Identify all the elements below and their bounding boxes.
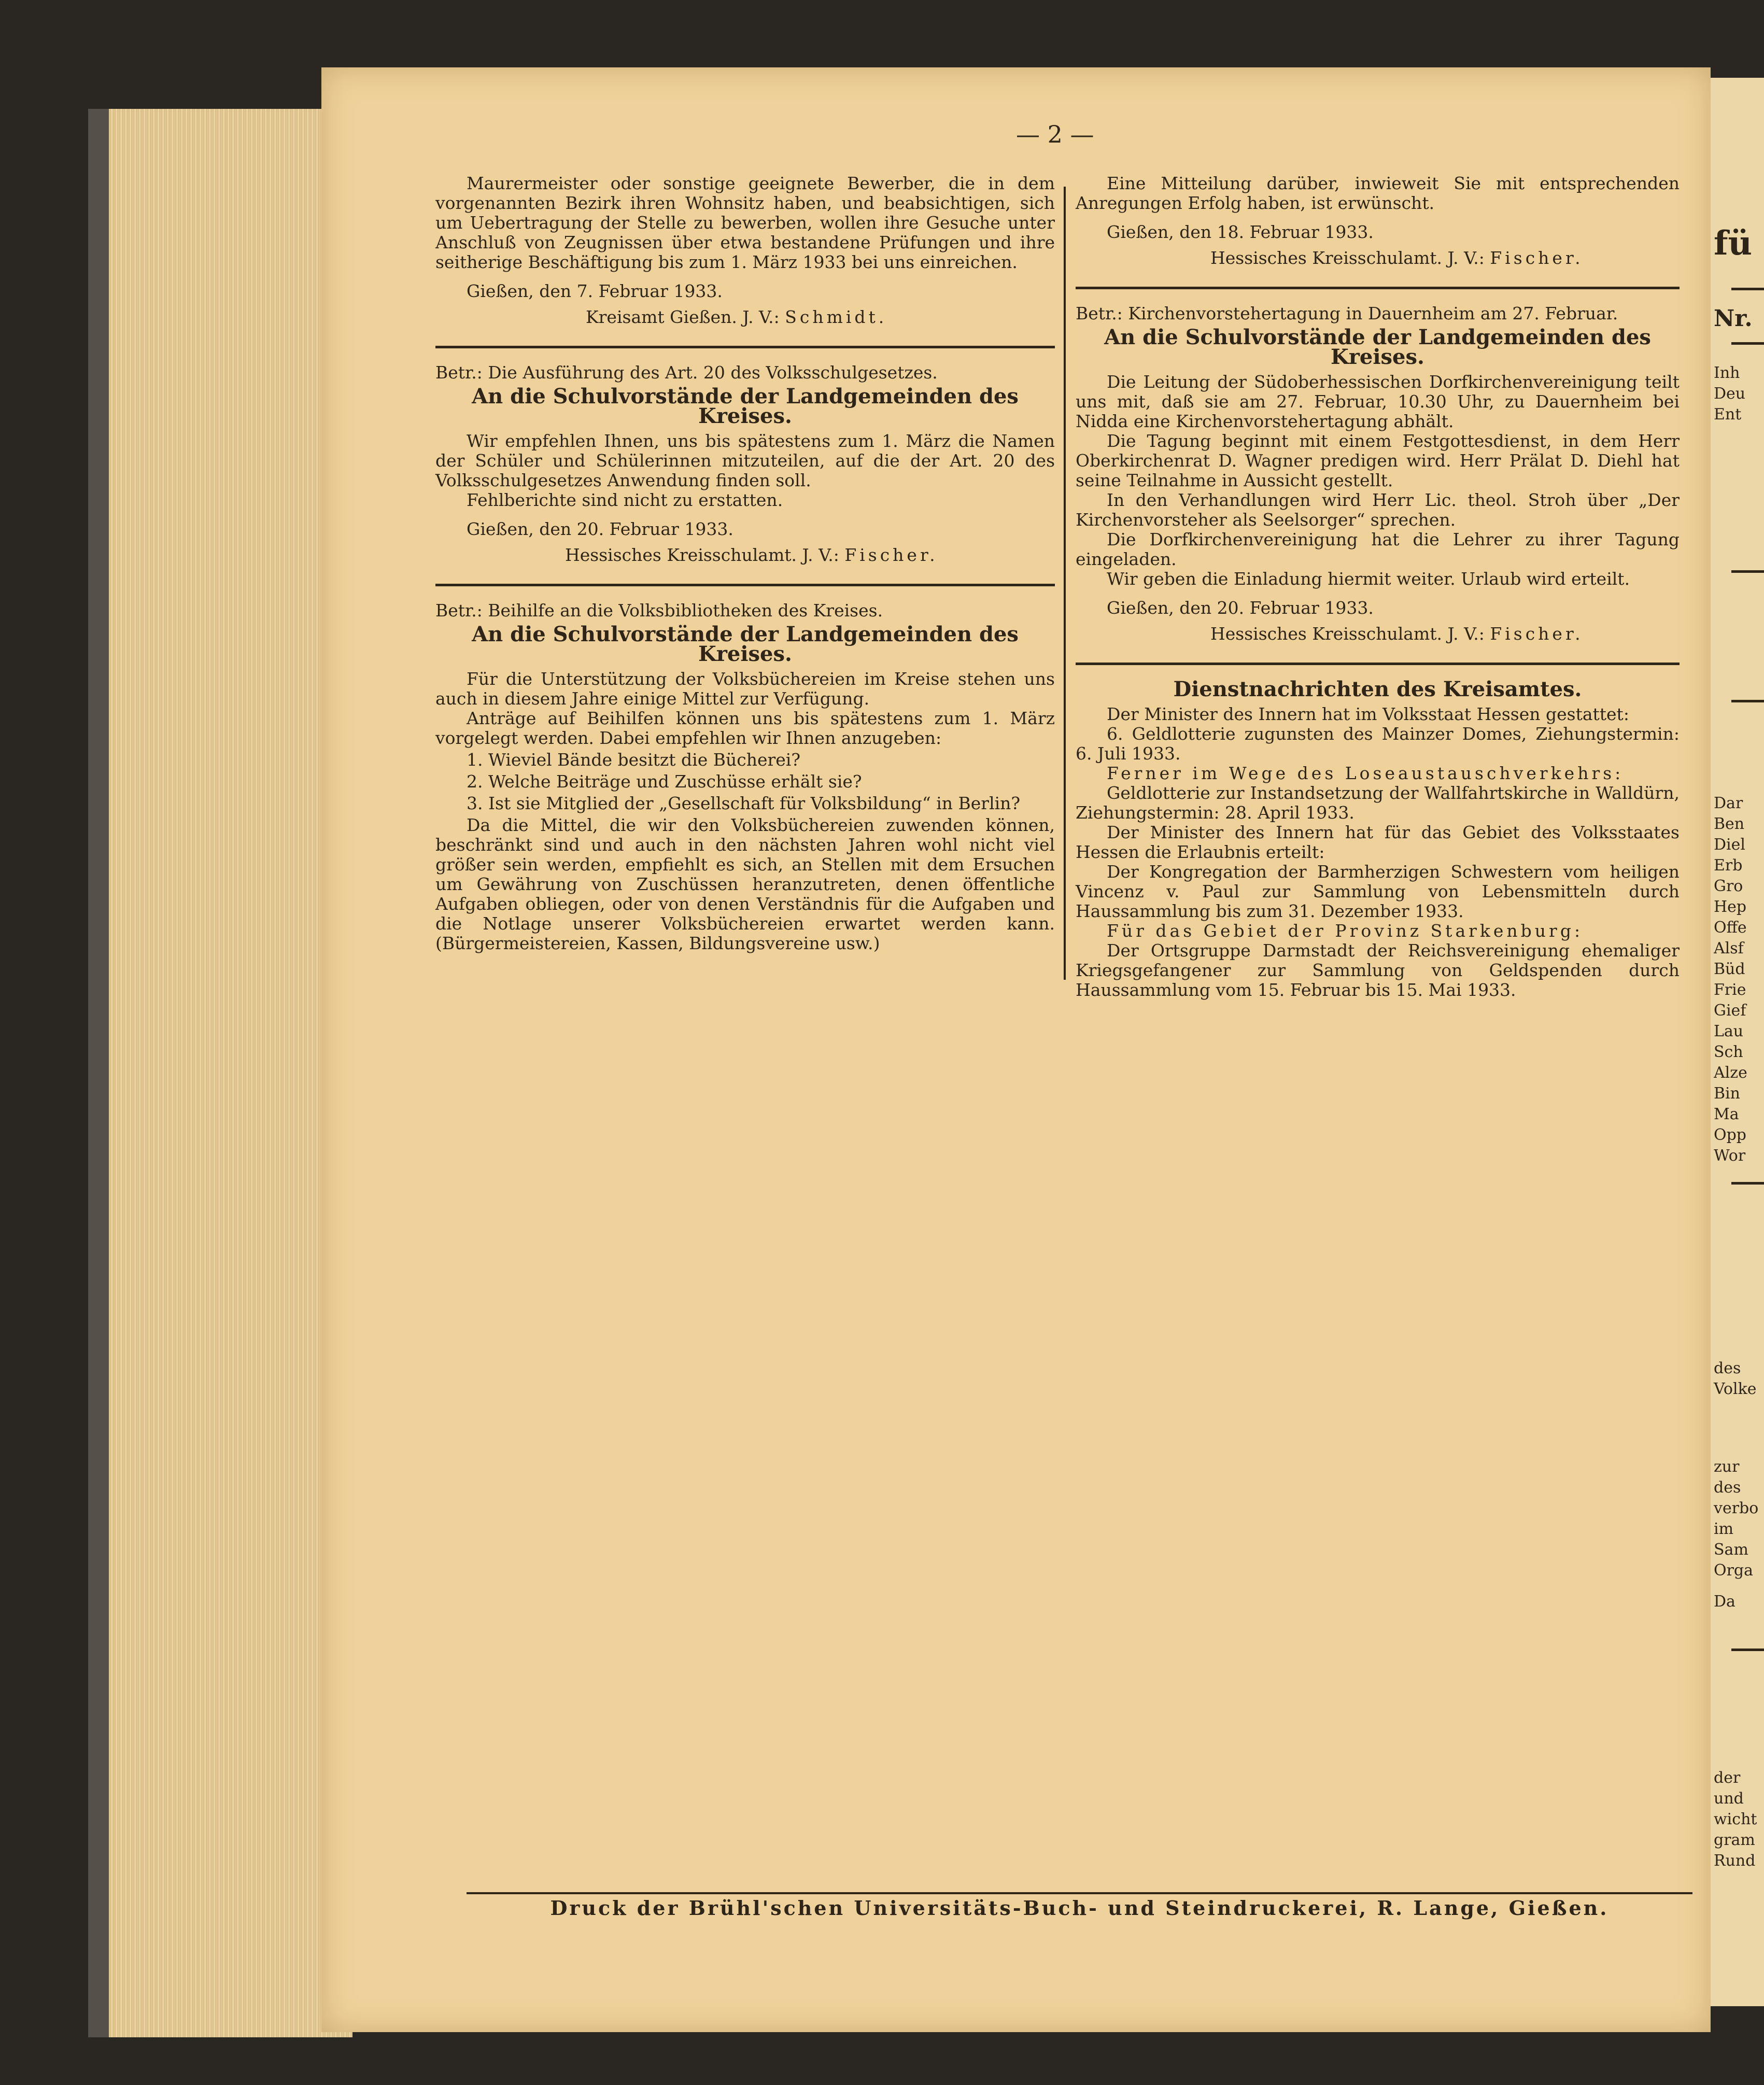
- next-page-fragment: Volke: [1714, 1380, 1757, 1398]
- next-page-fragment: der: [1714, 1769, 1741, 1787]
- intro-signer: Schmidt.: [785, 307, 887, 327]
- next-page-fragment: Dar: [1714, 794, 1743, 812]
- notice2-subject: Betr.: Beihilfe an die Volksbibliotheken des Kreises.: [435, 600, 883, 621]
- notice1-subject: Betr.: Die Ausführung des Art. 20 des Volksschulgesetzes.: [435, 362, 938, 383]
- next-page-fragment: Erb: [1714, 856, 1743, 875]
- next-page-fragment: Inh: [1714, 364, 1740, 382]
- next-page-fragment: Sam: [1714, 1541, 1748, 1559]
- notice1-paragraph: Fehlberichte sind nicht zu erstatten.: [467, 490, 783, 510]
- next-page-fragment: Bin: [1714, 1084, 1740, 1103]
- notice3-paragraph: In den Verhandlungen wird Herr Lic. theol. Stroh über „Der Kirchenvorsteher als Seelsorger“ sprechen.: [1076, 490, 1680, 530]
- footer-rule: [467, 1892, 1692, 1894]
- notice1-paragraph: Wir empfehlen Ihnen, uns bis spätestens zum 1. März die Namen der Schüler und Schülerinnen mitzuteilen, auf die der Art. 20 des Volksschulgesetzes Anwendung finden soll.: [435, 431, 1055, 490]
- right-intro-signature: [1076, 248, 1680, 268]
- notice1-signature: [435, 545, 1055, 565]
- notice3-office: Hessisches Kreisschulamt. J. V.:: [1210, 624, 1485, 644]
- printer-imprint: Druck der Brühl'schen Universitäts-Buch- und Steindruckerei, R. Lange, Gießen.: [550, 1896, 1609, 1920]
- next-page-fragment: Hep: [1714, 898, 1747, 916]
- next-page-rule: [1731, 1182, 1764, 1185]
- dienst-paragraph: Der Kongregation der Barmherzigen Schwestern vom heiligen Vincenz v. Paul zur Sammlung von Lebensmitteln durch Haussammlung bis zum 31. Dezember 1933.: [1076, 862, 1680, 921]
- next-page-fragment: Diel: [1714, 836, 1745, 854]
- next-page-fragment: verbo: [1714, 1499, 1759, 1517]
- right-column: [1076, 174, 1680, 1000]
- dienst-paragraph: 6. Geldlotterie zugunsten des Mainzer Domes, Ziehungstermin: 6. Juli 1933.: [1076, 724, 1680, 764]
- dienst-headline: Dienstnachrichten des Kreisamtes.: [1173, 677, 1582, 701]
- next-page-fragment: im: [1714, 1520, 1734, 1538]
- notice3-paragraph: Die Dorfkirchenvereinigung hat die Lehrer zu ihrer Tagung eingeladen.: [1076, 529, 1680, 569]
- section-rule: [435, 346, 1055, 348]
- column-divider: [1064, 187, 1066, 980]
- notice3-subject: Betr.: Kirchenvorstehertagung in Dauernheim am 27. Februar.: [1076, 303, 1618, 323]
- notice3-date: Gießen, den 20. Februar 1933.: [1107, 598, 1374, 618]
- notice3-paragraph: Wir geben die Einladung hiermit weiter. Urlaub wird erteilt.: [1107, 569, 1630, 589]
- notice1-signer: Fischer.: [844, 545, 938, 565]
- next-page-fragment: Deu: [1714, 385, 1746, 403]
- next-page-rule: [1731, 1649, 1764, 1651]
- next-page-fragment: Opp: [1714, 1126, 1747, 1144]
- right-intro-office: Hessisches Kreisschulamt. J. V.:: [1210, 248, 1485, 268]
- notice2-question-list: [435, 750, 1055, 813]
- next-page-fragment: und: [1714, 1790, 1744, 1808]
- next-page-rule: [1731, 288, 1764, 290]
- list-item: 2. Welche Beiträge und Zuschüsse erhält sie?: [467, 771, 862, 792]
- notice2-headline: An die Schulvorstände der Landgemeinden des Kreises.: [472, 622, 1019, 666]
- right-intro-signer: Fischer.: [1490, 248, 1584, 268]
- intro-signature: [435, 307, 1055, 327]
- next-page-fragment: Orga: [1714, 1561, 1754, 1580]
- next-page-fragment: gram: [1714, 1831, 1755, 1849]
- next-page-fragment: Nr.: [1714, 305, 1753, 332]
- notice1-date: Gießen, den 20. Februar 1933.: [467, 519, 733, 539]
- next-page-fragment: Ent: [1714, 405, 1742, 424]
- next-page-fragment: Sch: [1714, 1043, 1743, 1061]
- next-page-fragment: Rund: [1714, 1852, 1756, 1870]
- notice3-headline: An die Schulvorstände der Landgemeinden des Kreises.: [1104, 325, 1651, 369]
- next-page-fragment: Alsf: [1714, 939, 1744, 957]
- next-page-edge: [1711, 78, 1764, 2006]
- next-page-fragment: fü: [1714, 224, 1753, 263]
- next-page-fragment: Offe: [1714, 919, 1747, 937]
- next-page-fragment: des: [1714, 1359, 1741, 1377]
- next-page-rule: [1731, 700, 1764, 702]
- next-page-fragment: Alze: [1714, 1064, 1747, 1082]
- list-item: 1. Wieviel Bände besitzt die Bücherei?: [467, 750, 801, 770]
- dienst-paragraph: Für das Gebiet der Provinz Starkenburg:: [1107, 921, 1584, 941]
- notice2-paragraph: Da die Mittel, die wir den Volksbüchereien zuwenden können, beschränkt sind und auch in den nächsten Jahren wohl nicht viel größer sein werden, empfiehlt es sich, an Stellen mit dem Ersuchen um Gewährung von Zuschüssen heranzutreten, denen öffentliche Aufgaben obliegen, oder von denen Verständnis für die Aufgaben und die Notlage unserer Volksbüchereien erwartet werden kann. (Bürgermeistereien, Kassen, Bildungsvereine usw.): [435, 815, 1055, 953]
- next-page-fragment: Wor: [1714, 1147, 1746, 1165]
- intro-office: Kreisamt Gießen. J. V.:: [586, 307, 780, 327]
- dienst-paragraph: Ferner im Wege des Loseaustauschverkehrs:: [1107, 763, 1624, 783]
- next-page-fragment: Gief: [1714, 1002, 1746, 1020]
- next-page-rule: [1731, 570, 1764, 573]
- notice1-office: Hessisches Kreisschulamt. J. V.:: [565, 545, 839, 565]
- page-number: — 2 —: [1016, 120, 1094, 148]
- intro-date: Gießen, den 7. Februar 1933.: [467, 281, 723, 301]
- next-page-rule: [1731, 342, 1764, 345]
- right-intro-paragraph: Eine Mitteilung darüber, inwieweit Sie mit entsprechenden Anregungen Erfolg haben, ist erwünscht.: [1076, 173, 1680, 213]
- next-page-fragment: Frie: [1714, 981, 1746, 999]
- next-page-fragment: wicht: [1714, 1810, 1757, 1828]
- next-page-fragment: Ben: [1714, 815, 1745, 833]
- next-page-fragment: Ma: [1714, 1105, 1739, 1123]
- list-item: 3. Ist sie Mitglied der „Gesellschaft für Volksbildung“ in Berlin?: [467, 793, 1021, 813]
- next-page-fragment: Gro: [1714, 877, 1743, 895]
- notice3-signer: Fischer.: [1490, 624, 1584, 644]
- dienst-paragraph: Der Minister des Innern hat im Volksstaat Hessen gestattet:: [1107, 704, 1629, 724]
- book-edge: [88, 109, 352, 2037]
- dienst-paragraph: Der Ortsgruppe Darmstadt der Reichsvereinigung ehemaliger Kriegsgefangener zur Sammlung von Geldspenden durch Haussammlung vom 15. Februar bis 15. Mai 1933.: [1076, 940, 1680, 1000]
- notice3-paragraph: Die Leitung der Südoberhessischen Dorfkirchenvereinigung teilt uns mit, daß sie am 27. Februar, 10.30 Uhr, zu Dauernheim bei Nidda eine Kirchenvorstehertagung abhält.: [1076, 372, 1680, 431]
- intro-paragraph: Maurermeister oder sonstige geeignete Bewerber, die in dem vorgenannten Bezirk ihren Wohnsitz haben, und beabsichtigen, sich um Uebertragung der Stelle zu bewerben, wollen ihre Gesuche unter Anschluß von Zeugnissen über etwa bestandene Prüfungen und ihre seitherige Beschäftigung bis zum 1. März 1933 bei uns einreichen.: [435, 173, 1055, 272]
- next-page-fragment: Büd: [1714, 960, 1745, 978]
- section-rule: [1076, 663, 1680, 665]
- notice1-headline: An die Schulvorstände der Landgemeinden des Kreises.: [472, 384, 1019, 428]
- section-rule: [435, 584, 1055, 586]
- next-page-fragment: Da: [1714, 1593, 1735, 1611]
- next-page-fragment: Lau: [1714, 1022, 1744, 1040]
- notice2-paragraph: Anträge auf Beihilfen können uns bis spätestens zum 1. März vorgelegt werden. Dabei empfehlen wir Ihnen anzugeben:: [435, 708, 1055, 748]
- next-page-fragment: zur: [1714, 1458, 1740, 1476]
- left-column: [435, 174, 1055, 953]
- notice2-paragraph: Für die Unterstützung der Volksbüchereien im Kreise stehen uns auch in diesem Jahre einige Mittel zur Verfügung.: [435, 669, 1055, 709]
- notice3-paragraph: Die Tagung beginnt mit einem Festgottesdienst, in dem Herr Oberkirchenrat D. Wagner predigen wird. Herr Prälat D. Diehl hat seine Teilnahme in Aussicht gestellt.: [1076, 431, 1680, 490]
- right-intro-date: Gießen, den 18. Februar 1933.: [1107, 222, 1374, 242]
- section-rule: [1076, 287, 1680, 289]
- dienst-paragraph: Der Minister des Innern hat für das Gebiet des Volksstaates Hessen die Erlaubnis erteilt:: [1076, 822, 1680, 862]
- next-page-fragment: des: [1714, 1478, 1741, 1497]
- dienst-paragraph: Geldlotterie zur Instandsetzung der Wallfahrtskirche in Walldürn, Ziehungstermin: 28. April 1933.: [1076, 783, 1680, 823]
- notice3-signature: [1076, 624, 1680, 644]
